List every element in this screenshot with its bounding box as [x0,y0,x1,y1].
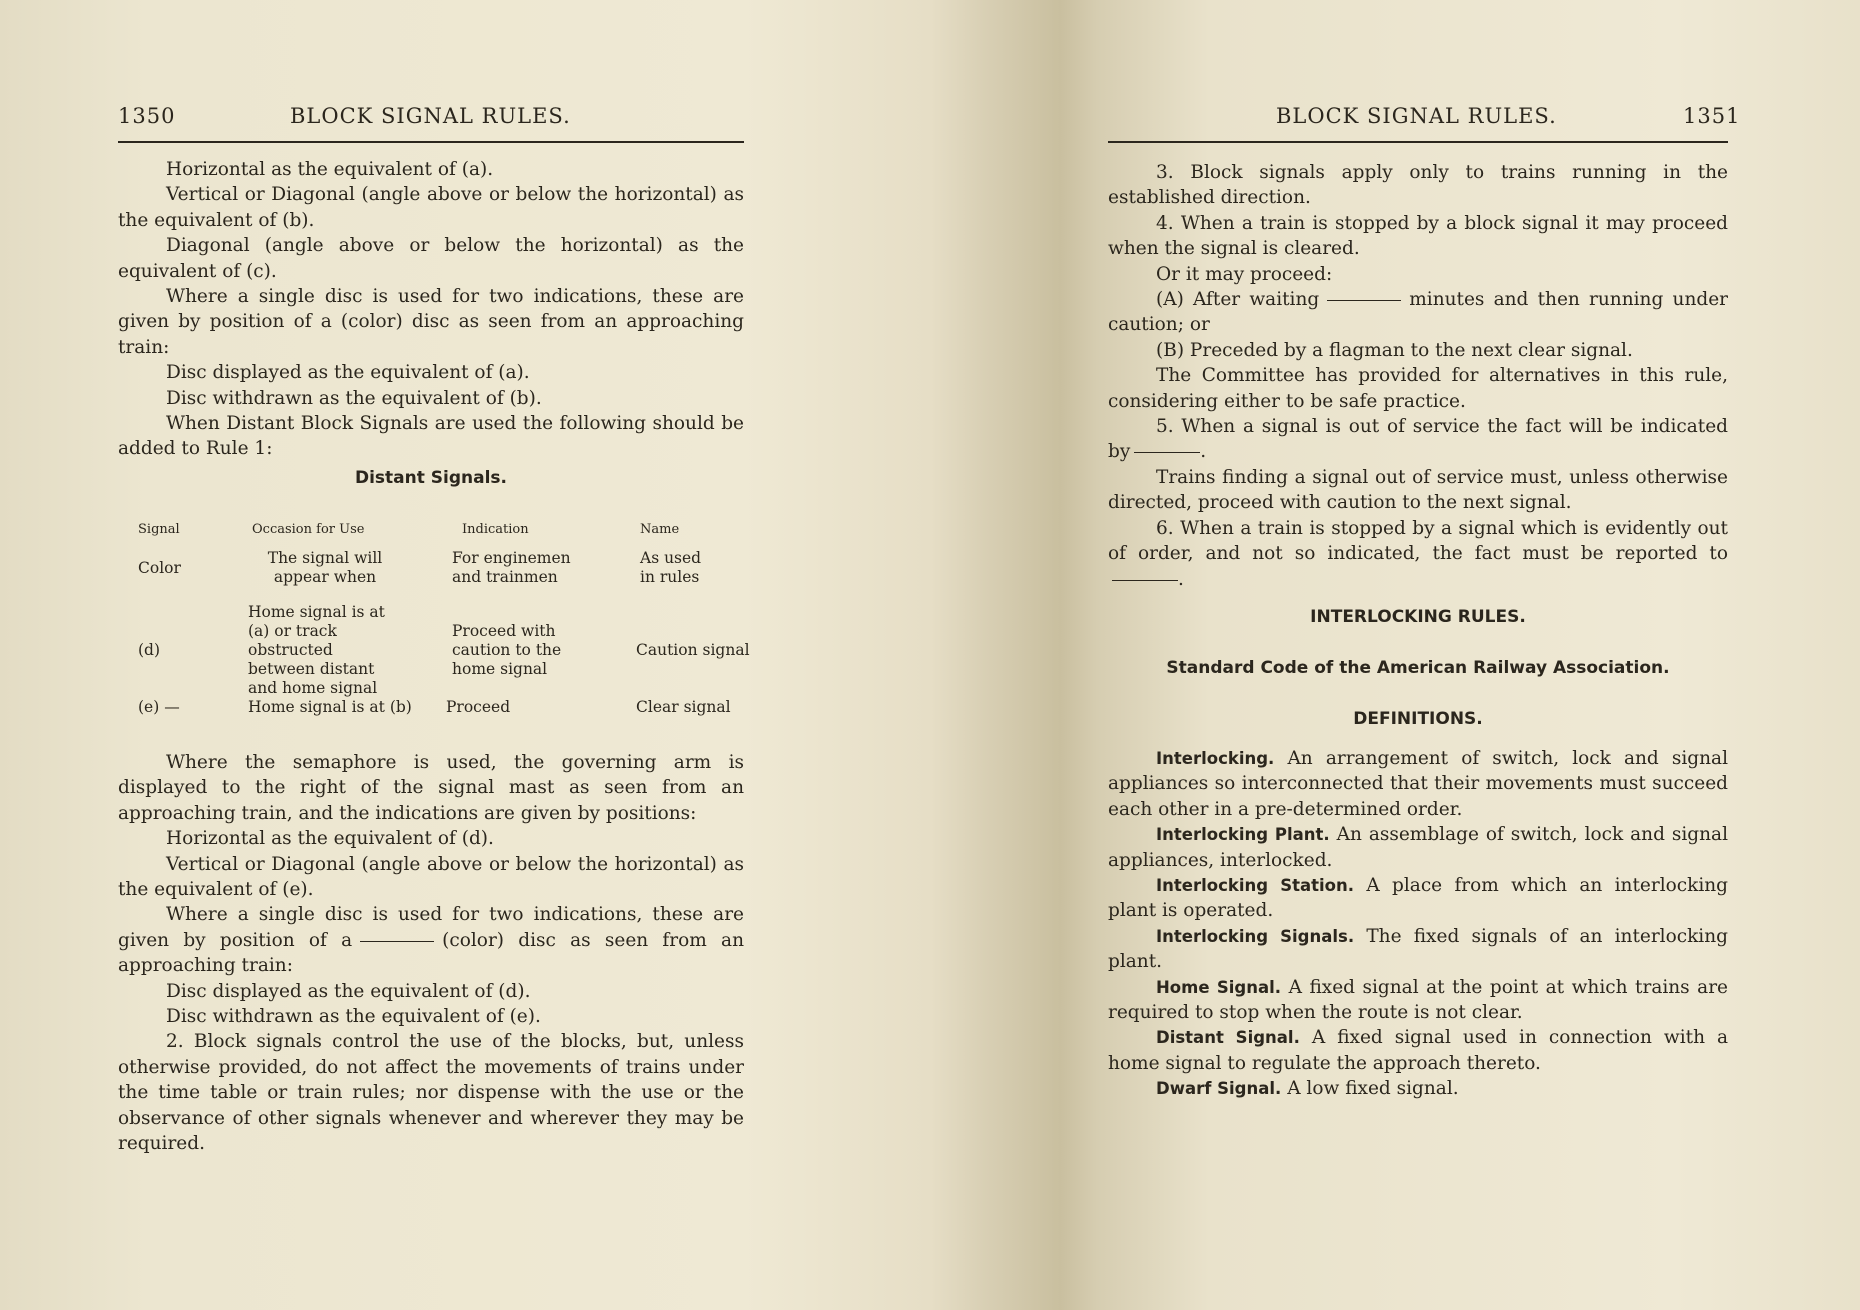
definition [1108,1025,1728,1076]
right-page [980,0,1860,1310]
text-span: Where a single disc is used for two indications, these are given by position of a [118,904,744,951]
table-cell: (d) [138,641,161,659]
definition [1108,975,1728,1026]
definition-term: Dwarf Signal. [1156,1079,1282,1099]
right-top-text [1108,160,1728,592]
table-cell: The signal will appear when [267,549,383,586]
paragraph: Disc withdrawn as the equivalent of (b). [166,387,542,409]
table-row [138,603,780,698]
page-number-left: 1350 [118,104,176,128]
left-bottom-text [118,750,744,1157]
paragraph: Diagonal (angle above or below the horizontal) as the equivalent of (c). [118,235,744,282]
running-head-left: BLOCK SIGNAL RULES. [290,104,571,128]
section-title: INTERLOCKING RULES. [1310,607,1526,627]
column-header: Indication [462,522,529,537]
table-cell: For enginemen and trainmen [452,549,571,586]
definition-term: Home Signal. [1156,977,1282,997]
paragraph: Trains finding a signal out of service must, unless otherwise directed, proceed with caution to the next signal. [1108,466,1728,514]
running-head-right: BLOCK SIGNAL RULES. [1276,104,1557,128]
text-span: . [1200,441,1207,463]
section-subtitle: Standard Code of the American Railway Association. [1166,658,1670,678]
blank-line [1112,580,1178,581]
paragraph: Disc displayed as the equivalent of (a). [166,362,530,384]
table-cell: Proceed [446,698,511,716]
definition-term: Interlocking Plant. [1156,825,1330,845]
table-row [138,698,780,717]
table-title: Distant Signals. [354,468,508,488]
definition-text: The fixed signals of an interlocking plant. [1108,925,1728,973]
text-span: 6. When a train is stopped by a signal which is evidently out of order, and not so indicated, the fact must be reported to [1108,517,1728,565]
table-cell: Caution signal [636,641,750,659]
definition-text: An arrangement of switch, lock and signal appliances so interconnected that their movements must succeed each other in a pre-determined order. [1108,748,1728,820]
table-cell: Proceed with caution to the home signal [452,622,562,678]
distant-signals-table [138,520,780,717]
text-span: minutes and then running under caution; or [1108,289,1728,336]
paragraph: Horizontal as the equivalent of (d). [166,828,494,850]
paragraph: 4. When a train is stopped by a block signal it may proceed when the signal is cleared. [1108,212,1728,260]
paragraph [1108,414,1728,465]
paragraph: The Committee has provided for alternatives in this rule, considering either to be safe practice. [1108,365,1728,412]
paragraph: Where the semaphore is used, the governing arm is displayed to the right of the signal mast as seen from an approaching train, and the indications are given by positions: [118,752,744,824]
text-span: (A) After waiting [1156,289,1320,311]
paragraph [1108,287,1728,338]
table-cell: Color [138,558,181,577]
definition [1108,822,1728,873]
table-cell: Home signal is at (a) or track obstructed between distant and home signal [248,603,385,697]
paragraph [118,902,744,978]
table-cell: Home signal is at (b) [248,698,412,716]
blank-line [360,941,434,942]
column-header: Occasion for Use [252,522,365,537]
definition [1108,746,1728,822]
table-row [138,549,780,603]
definition-term: Distant Signal. [1156,1028,1300,1048]
paragraph: 3. Block signals apply only to trains running in the established direction. [1108,162,1728,209]
blank-line [1327,300,1401,301]
definition [1108,924,1728,975]
header-rule-left [118,141,744,143]
definitions-list [1108,746,1728,1102]
table-header-row [138,520,780,549]
table-cell: As used in rules [640,549,702,586]
definition-text: A low fixed signal. [1287,1078,1459,1100]
table-cell: Clear signal [636,698,731,716]
blank-line [1134,452,1200,453]
definition-term: Interlocking Station. [1156,876,1355,896]
paragraph: Where a single disc is used for two indications, these are given by position of a (color) disc as seen from an approaching train: [118,286,744,358]
definition-text: A fixed signal used in connection with a home signal to regulate the approach thereto. [1108,1027,1729,1074]
text-span: . [1178,568,1184,590]
paragraph [1108,516,1728,592]
paragraph: Vertical or Diagonal (angle above or below the horizontal) as the equivalent of (e). [118,853,744,901]
page-number-right: 1351 [1683,104,1741,128]
column-header: Signal [138,522,180,537]
paragraph: (B) Preceded by a flagman to the next clear signal. [1156,339,1633,361]
paragraph: Disc withdrawn as the equivalent of (e). [166,1006,541,1028]
paragraph: Vertical or Diagonal (angle above or below the horizontal) as the equivalent of (b). [118,184,744,231]
definition-text: A place from which an interlocking plant is operated. [1108,875,1728,922]
definition [1108,1076,1728,1101]
left-page [0,0,900,1310]
text-span: 5. When a signal is out of service the fact will be indicated by [1108,416,1728,463]
definition-text: A fixed signal at the point at which trains are required to stop when the route is not clear. [1108,976,1728,1024]
table-cell: (e) — [138,698,180,716]
paragraph: When Distant Block Signals are used the following should be added to Rule 1: [118,413,744,460]
paragraph: Disc displayed as the equivalent of (d). [166,980,531,1002]
definition-term: Interlocking. [1156,749,1275,768]
definition-text: An assemblage of switch, lock and signal appliances, interlocked. [1108,824,1728,871]
column-header: Name [640,522,680,537]
left-top-text [118,157,744,462]
paragraph: Horizontal as the equivalent of (a). [166,159,494,180]
text-span: (color) disc as seen from an approaching train: [118,929,744,977]
header-rule-right [1108,141,1728,143]
paragraph: 2. Block signals control the use of the blocks, but, unless otherwise provided, do not affect the movements of trains under the time table or train rules; nor dispense with the use or the observance of other signals whenever and wherever they may be required. [118,1031,744,1155]
paragraph: Or it may proceed: [1156,263,1333,285]
definitions-heading: DEFINITIONS. [1353,709,1483,729]
definition [1108,873,1728,924]
definition-term: Interlocking Signals. [1156,926,1355,946]
